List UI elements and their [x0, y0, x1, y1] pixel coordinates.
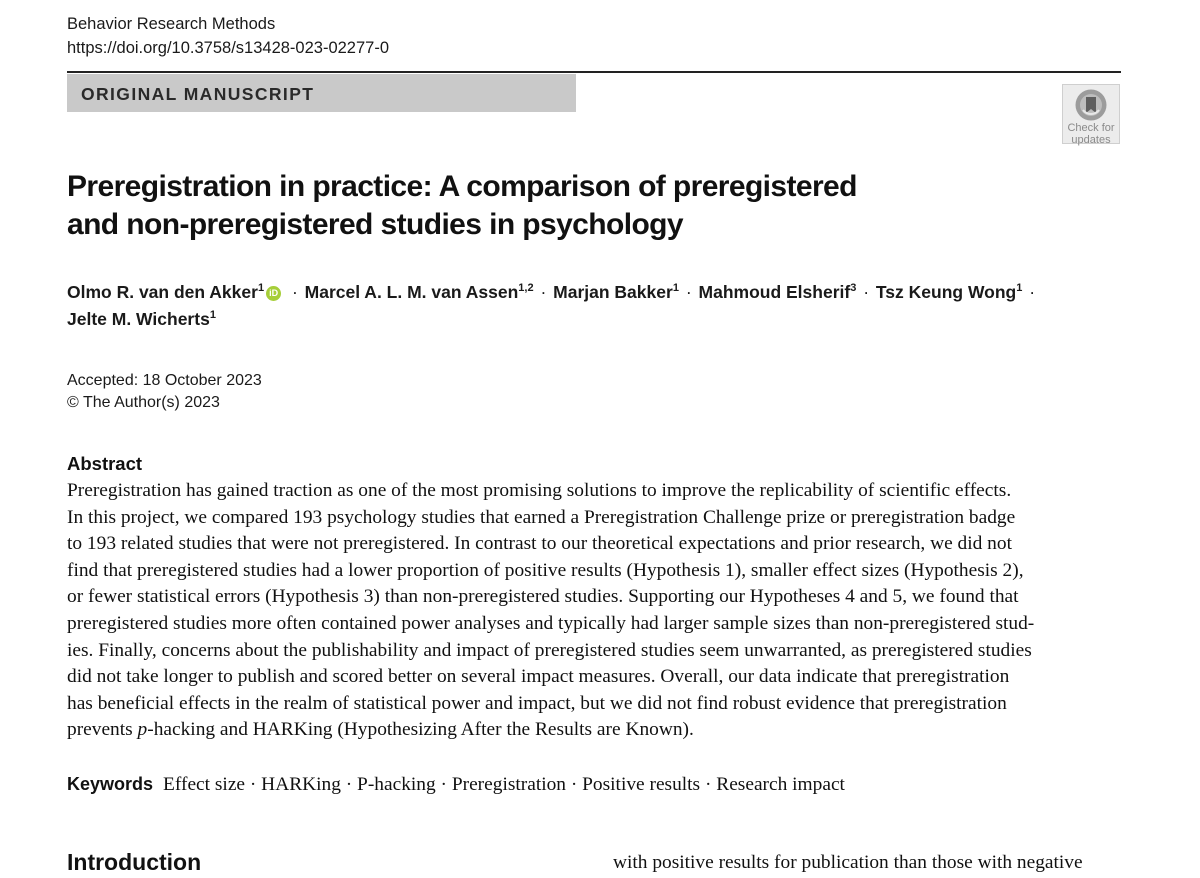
check-for-updates-line1: Check for — [1067, 122, 1115, 134]
affiliation-marker: 1 — [209, 309, 216, 321]
keywords-list: Effect size · HARKing · P-hacking · Preregistration · Positive results · Research impact — [163, 774, 845, 795]
abstract-line: Preregistration has gained traction as one of the most promising solutions to improve the replicability of scientific effects. — [67, 480, 1012, 501]
abstract-line: did not take longer to publish and scored better on several impact measures. Overall, our data indicate that preregistration — [67, 666, 1010, 688]
accepted-date: Accepted: 18 October 2023 — [67, 372, 262, 389]
abstract-heading: Abstract — [67, 453, 143, 474]
abstract-body — [67, 478, 1121, 744]
author-separator: · — [863, 282, 870, 302]
author-separator: · — [291, 282, 298, 302]
author-name[interactable]: Tsz Keung Wong — [875, 282, 1017, 302]
intro-body-fragment: with positive results for publication than those with negative — [613, 852, 1083, 873]
affiliation-marker: 1,2 — [518, 282, 534, 294]
keywords-label: Keywords — [67, 774, 154, 794]
abstract-line: ies. Finally, concerns about the publishability and impact of preregistered studies seem unwarranted, as preregistered studies — [67, 639, 1032, 661]
title-line-2: and non-preregistered studies in psychology — [67, 208, 683, 241]
check-for-updates-line2: updates — [1071, 134, 1111, 146]
abstract-last-rest: -hacking and HARKing (Hypothesizing After the Results are Known). — [147, 719, 694, 741]
article-type-banner: ORIGINAL MANUSCRIPT — [67, 74, 576, 112]
affiliation-marker: 1 — [257, 282, 265, 294]
keywords-section — [67, 770, 845, 799]
author-name[interactable]: Jelte M. Wicherts — [67, 309, 210, 329]
abstract-line: or fewer statistical errors (Hypothesis 3) than non-preregistered studies. Supporting our Hypotheses 4 and 5, we found that — [67, 586, 1019, 608]
abstract-last-prefix: prevents — [67, 719, 138, 741]
check-for-updates-badge[interactable] — [1062, 84, 1120, 144]
check-for-updates-icon — [1074, 88, 1108, 122]
author-name[interactable]: Mahmoud Elsherif — [698, 282, 851, 302]
author-name[interactable]: Marjan Bakker — [553, 282, 673, 302]
abstract-line: to 193 related studies that were not preregistered. In contrast to our theoretical expectations and prior research, we did not — [67, 533, 1012, 555]
title-line-1: Preregistration in practice: A comparison of preregistered — [67, 170, 857, 203]
abstract-line: find that preregistered studies had a lower proportion of positive results (Hypothesis 1), smaller effect sizes (Hypothesis 2), — [67, 559, 1024, 581]
doi-link[interactable]: https://doi.org/10.3758/s13428-023-02277-0 — [67, 39, 389, 57]
abstract-line: In this project, we compared 193 psychology studies that earned a Preregistration Challenge prize or preregistration badge — [67, 506, 1016, 528]
author-separator: · — [1029, 282, 1036, 302]
introduction-heading: Introduction — [67, 849, 202, 875]
author-name[interactable]: Olmo R. van den Akker — [67, 282, 258, 302]
author-separator: · — [685, 282, 692, 302]
author-separator: · — [540, 282, 547, 302]
author-list — [67, 279, 1127, 333]
paper-title — [67, 168, 927, 244]
affiliation-marker: 1 — [1016, 282, 1023, 294]
journal-header — [67, 12, 389, 60]
affiliation-marker: 1 — [672, 282, 679, 294]
copyright-notice: © The Author(s) 2023 — [67, 394, 220, 411]
orcid-icon[interactable]: iD — [266, 286, 281, 301]
abstract-last-line — [67, 717, 1121, 744]
publication-dates — [67, 370, 262, 414]
affiliation-marker: 3 — [850, 282, 857, 294]
author-name[interactable]: Marcel A. L. M. van Assen — [304, 282, 519, 302]
abstract-line: preregistered studies more often contained power analyses and typically had larger sample sizes than non-preregistered stud- — [67, 612, 1035, 634]
p-italic: p — [137, 719, 148, 741]
journal-name: Behavior Research Methods — [67, 15, 276, 33]
abstract-line: has beneficial effects in the realm of statistical power and impact, but we did not find robust evidence that preregistration — [67, 692, 1007, 714]
header-rule — [67, 71, 1121, 73]
